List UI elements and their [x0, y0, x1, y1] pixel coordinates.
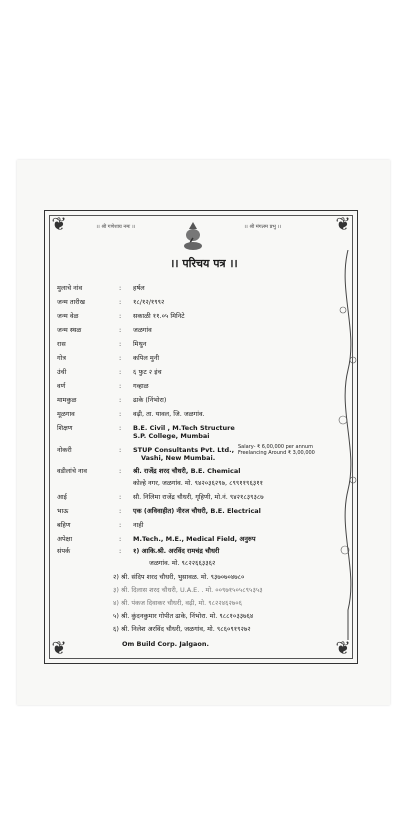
field-label: जन्म वेळ	[57, 312, 79, 320]
field-label: गोत्र	[57, 354, 66, 362]
document-title: ।। परिचय पत्र ।।	[170, 257, 238, 270]
field-value: S.P. College, Mumbai	[133, 432, 210, 440]
field-value: सौ. निलिमा राजेंद्र चौधरी, गृहिणी, मो.नं. ९४२१८३९३८७	[133, 493, 264, 501]
field-value: १) आकि.श्री. अरविंद रामचंद्र चौधरी	[133, 547, 220, 555]
field-value: कपिल मुनी	[133, 354, 160, 362]
field-value: Vashi, New Mumbai.	[141, 454, 216, 462]
field-value: गव्हाळ	[133, 382, 149, 390]
field-label: संपर्क	[57, 547, 71, 555]
field-label: अपेक्षा	[57, 535, 73, 543]
top-left-note: ।। श्री गणेशाय नमः ।।	[96, 224, 136, 230]
ganesh-emblem-icon	[180, 220, 206, 252]
field-value: कोल्हे नगर, जळगांव. मो. ९४२०३६२९७, ८९९११९६३११	[133, 479, 263, 487]
field-value: M.Tech., M.E., Medical Field, अनुरुप	[133, 535, 256, 543]
field-label: नोकरी	[57, 446, 72, 454]
field-label: मामकुळ	[57, 396, 77, 404]
field-value: ६ फुट २ इंच	[133, 368, 162, 376]
field-label: जन्म स्थळ	[57, 326, 82, 334]
corner-ornament-icon: ❦	[51, 638, 67, 659]
field-value: जळगांव	[133, 326, 152, 334]
field-value: STUP Consultants Pvt. Ltd.,	[133, 446, 235, 454]
field-value: श्री. राजेंद्र शरद चौधरी, B.E. Chemical	[133, 467, 241, 475]
field-value: वढ़ी, ता. यावल, जि. जळगांव.	[133, 410, 205, 418]
field-label: जन्म तारीख	[57, 298, 85, 306]
field-value: १८/१२/१९९२	[133, 298, 165, 306]
salary-line: Freelancing Around ₹ 3,00,000	[238, 450, 315, 456]
field-value: नाही	[133, 521, 144, 529]
field-value: B.E. Civil , M.Tech Structure	[133, 424, 235, 432]
field-value: ढाके (निंभोरा)	[133, 396, 167, 404]
field-label: वर्ण	[57, 382, 66, 390]
corner-ornament-icon: ❦	[51, 214, 67, 235]
field-label: शिक्षण	[57, 424, 73, 432]
field-value: हर्षल	[133, 284, 145, 292]
field-value: एक (अविवाहीत) नीरज चौधरी, B.E. Electrical	[133, 507, 261, 515]
corner-ornament-icon: ❦	[335, 638, 351, 659]
field-label: मुलाचे नांव	[57, 284, 83, 292]
field-label: आई	[57, 493, 67, 501]
top-right-note: ।। श्री मंगलम प्रभु ।।	[244, 224, 282, 230]
field-label: रास	[57, 340, 66, 348]
field-label: मूळगाव	[57, 410, 75, 418]
field-label: उंची	[57, 368, 67, 376]
field-value: सकाळी ११.०५ मिनिटे	[133, 312, 185, 320]
footer-company: Om Build Corp. Jalgaon.	[122, 640, 209, 648]
floral-border-icon	[333, 250, 363, 640]
field-label: वडीलांचे नाव	[57, 467, 87, 475]
corner-ornament-icon: ❦	[335, 214, 351, 235]
salary-line: Salary- ₹ 6,00,000 per annum	[238, 444, 313, 450]
field-label: बहिण	[57, 521, 71, 529]
field-value: मिथुन	[133, 340, 147, 348]
field-label: भाऊ	[57, 507, 69, 515]
field-value: जळगांव. मो. ९८२२६६३३६२	[149, 559, 216, 567]
